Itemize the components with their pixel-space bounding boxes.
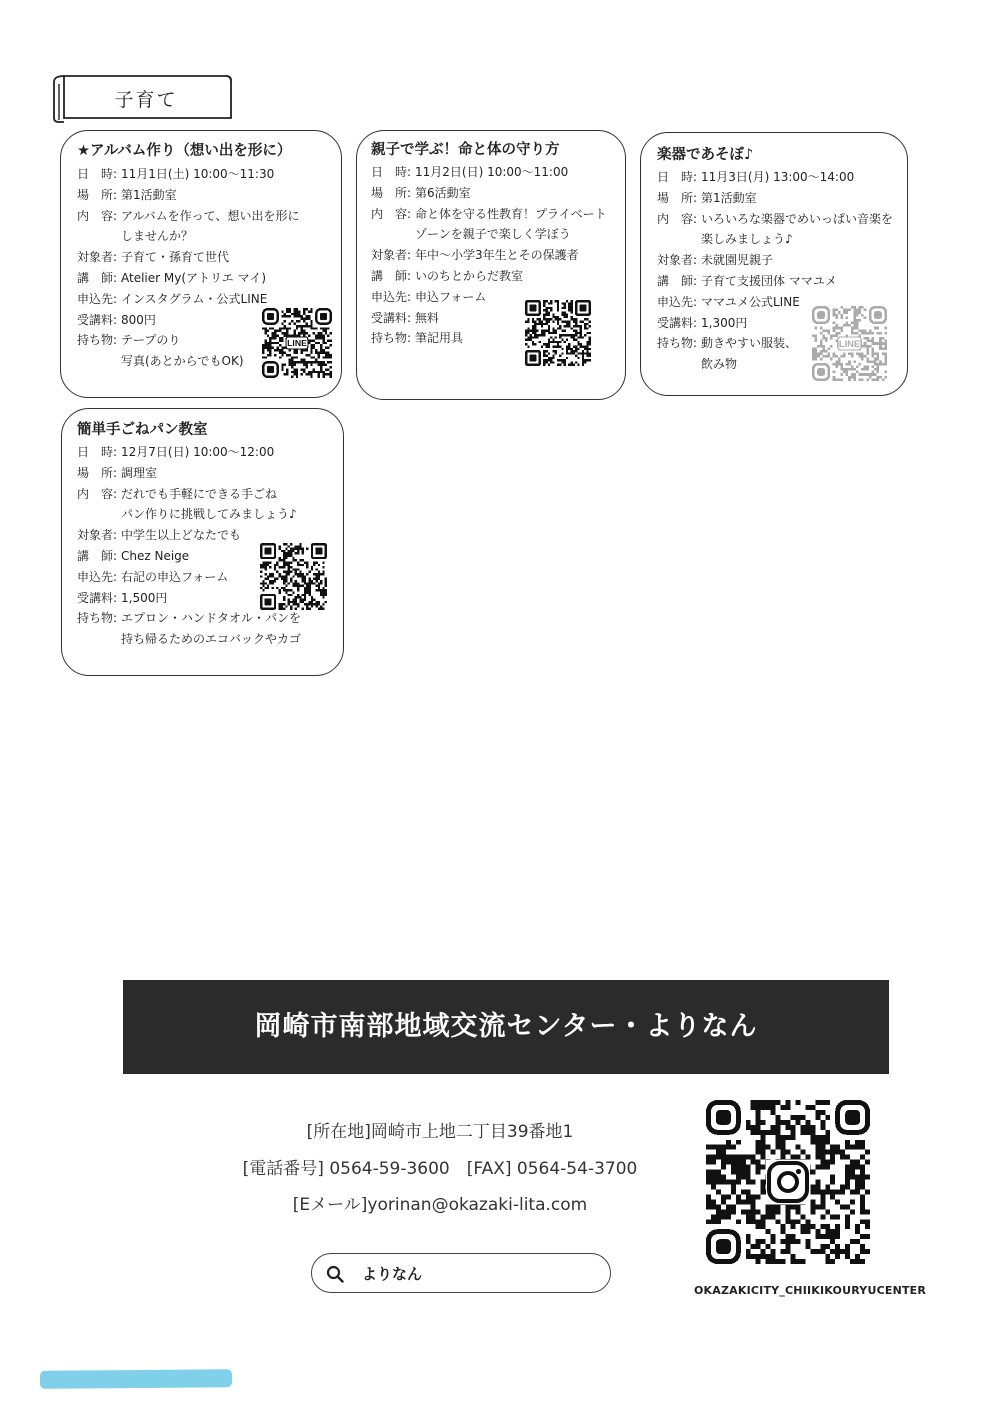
form-qr-code[interactable] xyxy=(260,543,327,610)
email: [Eメール]yorinan@okazaki-lita.com xyxy=(292,1195,588,1215)
detail-row xyxy=(77,442,301,463)
detail-row xyxy=(77,608,301,629)
line-logo-text: LINE xyxy=(287,338,307,349)
detail-value: 11月2日(日) 10:00～11:00 xyxy=(415,165,569,179)
detail-row xyxy=(77,484,301,505)
detail-value: 動きやすい服装、 xyxy=(701,336,798,351)
detail-value: 11月1日(土) 10:00～11:30 xyxy=(121,167,275,181)
detail-row xyxy=(77,629,301,650)
detail-label xyxy=(77,226,121,247)
detail-row xyxy=(657,271,893,292)
detail-label xyxy=(77,629,121,650)
detail-value: ゾーンを親子で楽しく学ぼう xyxy=(415,227,571,242)
detail-value: テープのり xyxy=(121,333,181,348)
detail-label: 対象者: xyxy=(371,248,412,263)
detail-label: 日 時: xyxy=(77,167,118,181)
detail-value: 飲み物 xyxy=(701,357,738,372)
search-icon xyxy=(326,1265,344,1283)
detail-label: 内 容: xyxy=(77,486,118,501)
detail-value: アルバムを作って、想い出を形に xyxy=(121,208,300,223)
detail-value: 右記の申込フォーム xyxy=(121,569,229,584)
form-qr-code[interactable] xyxy=(525,300,591,366)
detail-value: いのちとからだ教室 xyxy=(415,268,524,283)
detail-value: 中学生以上どなたでも xyxy=(121,528,242,543)
detail-row xyxy=(371,266,607,287)
line-qr-code[interactable] xyxy=(812,306,887,381)
detail-row xyxy=(77,504,301,525)
address: [所在地]岡崎市上地二丁目39番地1 xyxy=(306,1122,574,1142)
detail-value: 11月3日(月) 13:00～14:00 xyxy=(701,170,855,184)
detail-label: 対象者: xyxy=(77,250,118,265)
detail-value: パン作りに挑戦してみましょう♪ xyxy=(121,507,297,522)
detail-label: 日 時: xyxy=(657,170,698,184)
detail-value: Chez Neige xyxy=(121,548,190,563)
detail-label: 受講料: xyxy=(77,312,118,327)
detail-value: 第6活動室 xyxy=(415,185,471,200)
detail-label: 講 師: xyxy=(657,273,698,288)
detail-value: 楽しみましょう♪ xyxy=(701,232,793,247)
detail-label: 受講料: xyxy=(77,590,118,605)
detail-row xyxy=(371,183,607,204)
detail-label: 持ち物: xyxy=(371,331,412,346)
detail-label xyxy=(371,224,415,245)
detail-label: 受講料: xyxy=(657,315,698,330)
center-name: 岡崎市南部地域交流センター・よりなん xyxy=(254,1011,758,1042)
detail-label: 場 所: xyxy=(77,465,118,480)
detail-label: 申込先: xyxy=(371,289,412,304)
detail-label: 内 容: xyxy=(371,206,412,221)
detail-label: 講 師: xyxy=(77,270,118,285)
detail-value: 申込フォーム xyxy=(415,289,487,304)
detail-row xyxy=(371,162,607,183)
detail-row xyxy=(657,188,893,209)
detail-label: 場 所: xyxy=(77,187,118,202)
detail-value: 持ち帰るためのエコバックやカゴ xyxy=(121,632,302,647)
highlighter-mark xyxy=(40,1369,232,1389)
event-title: 簡単手ごねパン教室 xyxy=(77,422,208,438)
detail-row xyxy=(371,245,607,266)
detail-row xyxy=(77,463,301,484)
detail-label: 持ち物: xyxy=(77,333,118,348)
event-title: 楽器であそぼ♪ xyxy=(657,147,754,163)
detail-value: 無料 xyxy=(415,310,440,325)
detail-row xyxy=(657,229,893,250)
detail-label: 申込先: xyxy=(77,569,118,584)
detail-label xyxy=(657,354,701,375)
search-box[interactable] xyxy=(311,1253,611,1293)
detail-label xyxy=(657,229,701,250)
detail-row xyxy=(657,209,893,230)
detail-row xyxy=(77,268,299,289)
detail-label: 場 所: xyxy=(657,190,698,205)
detail-value: 1,300円 xyxy=(701,315,748,330)
detail-label: 場 所: xyxy=(371,185,412,200)
detail-value: しませんか？ xyxy=(121,229,194,244)
detail-row xyxy=(657,250,893,271)
instagram-icon xyxy=(766,1160,810,1204)
detail-label xyxy=(77,504,121,525)
detail-value: ママユメ公式LINE xyxy=(701,294,800,309)
detail-value: 子育て支援団体 ママユメ xyxy=(701,273,837,288)
detail-label: 講 師: xyxy=(77,548,118,563)
detail-label: 対象者: xyxy=(657,253,698,268)
detail-value: 800円 xyxy=(121,312,156,327)
detail-value: 12月7日(日) 10:00～12:00 xyxy=(121,445,275,459)
detail-value: 第1活動室 xyxy=(701,190,757,205)
detail-row xyxy=(77,185,299,206)
event-title: 親子で学ぶ！命と体の守り方 xyxy=(371,142,560,158)
detail-value: Atelier My(アトリエ マイ) xyxy=(121,270,267,285)
detail-label: 持ち物: xyxy=(657,336,698,351)
detail-value: 第1活動室 xyxy=(121,187,177,202)
detail-label: 申込先: xyxy=(77,291,118,306)
detail-value: 1,500円 xyxy=(121,590,168,605)
detail-label: 日 時: xyxy=(371,165,412,179)
detail-row xyxy=(77,206,299,227)
detail-label: 受講料: xyxy=(371,310,412,325)
detail-value: 子育て・孫育て世代 xyxy=(121,250,230,265)
detail-value: だれでも手軽にできる手ごね xyxy=(121,486,278,501)
detail-row xyxy=(77,226,299,247)
detail-row xyxy=(77,289,299,310)
detail-row xyxy=(371,224,607,245)
detail-label: 内 容: xyxy=(657,211,698,226)
line-logo-text: LINE xyxy=(838,338,861,349)
detail-row xyxy=(77,247,299,268)
line-qr-code[interactable] xyxy=(262,308,332,378)
detail-value: 未就園児親子 xyxy=(701,253,774,268)
detail-label: 講 師: xyxy=(371,268,412,283)
search-keyword: よりなん xyxy=(362,1265,423,1283)
detail-value: エプロン・ハンドタオル・パンを xyxy=(121,611,302,626)
instagram-handle: OKAZAKICITY_CHIIKIKOURYUCENTER xyxy=(694,1284,927,1297)
section-title: 子育て xyxy=(114,89,178,111)
detail-value: 命と体を守る性教育！プライベート xyxy=(415,206,607,221)
detail-value: 調理室 xyxy=(121,465,158,480)
detail-row xyxy=(657,167,893,188)
detail-value: いろいろな楽器でめいっぱい音楽を xyxy=(701,211,894,226)
detail-label: 対象者: xyxy=(77,528,118,543)
phone-fax: [電話番号] 0564-59-3600 [FAX] 0564-54-3700 xyxy=(242,1159,638,1179)
detail-value: 年中～小学3年生とその保護者 xyxy=(415,248,579,263)
detail-value: インスタグラム・公式LINE xyxy=(121,291,268,306)
detail-label xyxy=(77,351,121,372)
event-title: ★アルバム作り（想い出を形に） xyxy=(77,143,292,159)
detail-row xyxy=(371,204,607,225)
detail-row xyxy=(77,164,299,185)
detail-label: 申込先: xyxy=(657,294,698,309)
detail-value: 筆記用具 xyxy=(415,331,464,346)
detail-label: 持ち物: xyxy=(77,611,118,626)
detail-value: 写真(あとからでもOK) xyxy=(121,354,244,369)
detail-label: 内 容: xyxy=(77,208,118,223)
detail-label: 日 時: xyxy=(77,445,118,459)
